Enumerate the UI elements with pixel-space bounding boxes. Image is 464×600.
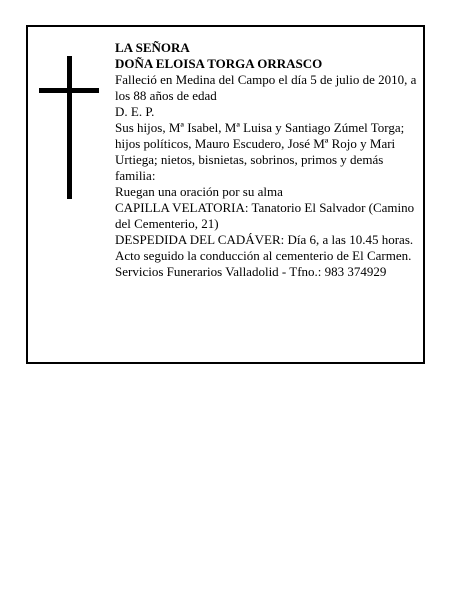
cross-vertical-bar	[67, 56, 72, 199]
funeral-services: Servicios Funerarios Valladolid - Tfno.: 983 374929	[115, 264, 387, 279]
obituary-notice	[26, 25, 425, 364]
deceased-name: DOÑA ELOISA TORGA ORRASCO	[115, 56, 323, 71]
rip-line: D. E. P.	[115, 104, 155, 119]
latin-cross-icon	[39, 56, 99, 199]
chapel-info: CAPILLA VELATORIA: Tanatorio El Salvador (Camino del Cementerio, 21)	[115, 200, 415, 231]
cross-horizontal-bar	[39, 88, 99, 93]
obituary-text	[115, 40, 425, 280]
death-info: Falleció en Medina del Campo el día 5 de julio de 2010, a los 88 años de edad	[115, 72, 417, 103]
prayer-request: Ruegan una oración por su alma	[115, 184, 283, 199]
family-list: Sus hijos, Mª Isabel, Mª Luisa y Santiago Zúmel Torga; hijos políticos, Mauro Escudero, José Mª Rojo y Mari Urtiega; nietos, bisnietas, sobrinos, primos y demás familia:	[115, 120, 405, 183]
farewell-info: DESPEDIDA DEL CADÁVER: Día 6, a las 10.45 horas. Acto seguido la conducción al cementerio de El Carmen.	[115, 232, 414, 263]
title-line-1: LA SEÑORA	[115, 40, 190, 55]
